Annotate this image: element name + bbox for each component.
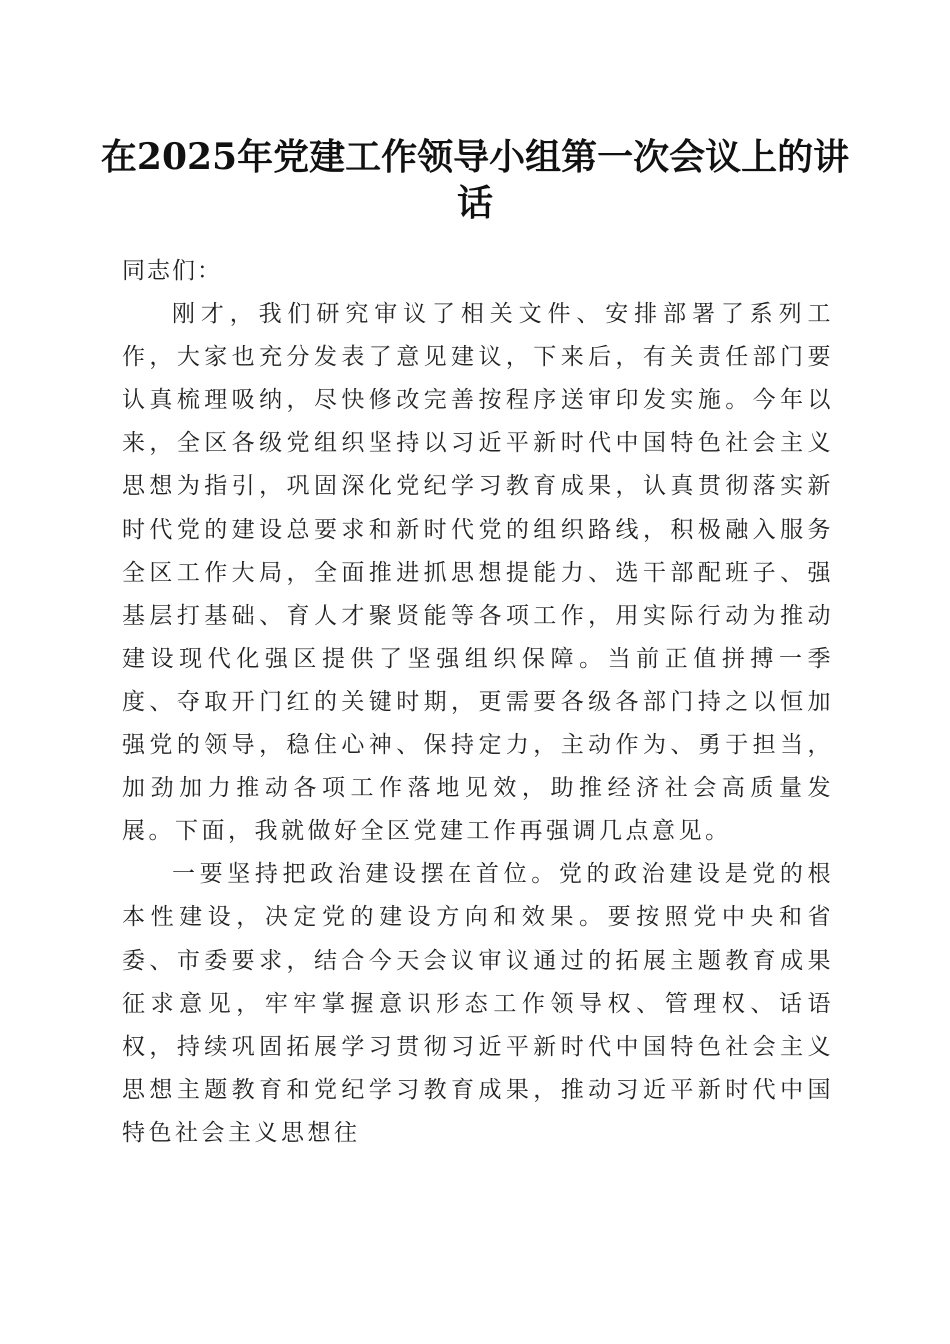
salutation: 同志们：: [122, 258, 222, 284]
document-title: 在2025年党建工作领导小组第一次会议上的讲话: [100, 136, 850, 224]
paragraph-political-building: 一要坚持把政治建设摆在首位。党的政治建设是党的根本性建设，决定党的建设方向和效果。要按照党中央和省委、市委要求，结合今天会议审议通过的拓展主题教育成果征求意见，牢牢掌握意识形态工作领导权、管理权、话语权，持续巩固拓展学习贯彻习近平新时代中国特色社会主义思想主题教育和党纪学习教育成果，推动习近平新时代中国特色社会主义思想往: [122, 861, 834, 1146]
paragraph-intro: 刚才，我们研究审议了相关文件、安排部署了系列工作，大家也充分发表了意见建议，下来后，有关责任部门要认真梳理吸纳，尽快修改完善按程序送审印发实施。今年以来，全区各级党组织坚持以习近平新时代中国特色社会主义思想为指引，巩固深化党纪学习教育成果，认真贯彻落实新时代党的建设总要求和新时代党的组织路线，积极融入服务全区工作大局，全面推进抓思想提能力、选干部配班子、强基层打基础、育人才聚贤能等各项工作，用实际行动为推动建设现代化强区提供了坚强组织保障。当前正值拼搏一季度、夺取开门红的关键时期，更需要各级各部门持之以恒加强党的领导，稳住心神、保持定力，主动作为、勇于担当，加劲加力推动各项工作落地见效，助推经济社会高质量发展。下面，我就做好全区党建工作再强调几点意见。: [122, 301, 834, 845]
document-body: [122, 250, 834, 1155]
